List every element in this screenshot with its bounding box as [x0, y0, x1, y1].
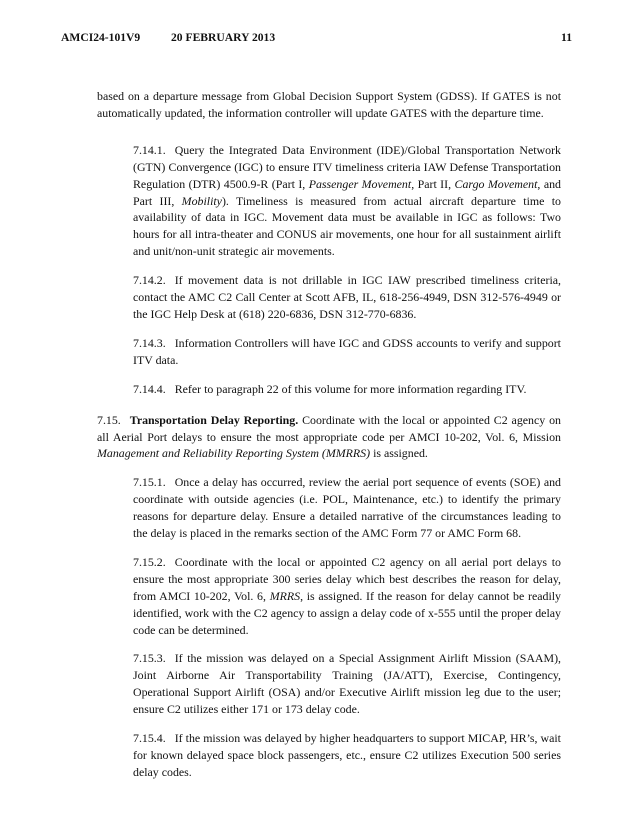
paragraph-text: If movement data is not drillable in IGC IAW prescribed timeliness criteria, contact the AMC C2 Call Center at Scott AFB, IL, 618-256-4949, DSN 312-576-4949 or the IGC Help Desk at (618) 220-6836, DSN 312-770-6836.: [133, 273, 561, 321]
paragraph-7-15-1: [133, 474, 561, 542]
paragraph-number: 7.15.4.: [133, 731, 166, 746]
paragraph-text: Coordinate with the local or appointed C2 agency on all aerial port delays to ensure the most appropriate 300 series delay which best describes the reason for delay, from AMCI 10-202, Vol. 6,: [133, 554, 561, 603]
italic-reference: Mobility: [181, 193, 222, 208]
paragraph-7-15-3: [133, 650, 561, 718]
paragraph-7-14-1: [133, 142, 561, 260]
italic-reference: Cargo Movement: [454, 176, 538, 191]
paragraph-number: 7.14.3.: [133, 335, 166, 350]
page-header: [61, 31, 572, 51]
paragraph-number: 7.14.4.: [133, 381, 166, 396]
document-date: 20 FEBRUARY 2013: [171, 31, 276, 44]
paragraph-text: is assigned.: [370, 446, 428, 461]
section-title: Transportation Delay Reporting.: [129, 412, 299, 427]
paragraph-text: , is assigned. If the reason for delay cannot be readily identified, work with the C2 agency to assign a delay code of x-555 until the proper delay code can be determined.: [133, 588, 561, 637]
paragraph-7-14-3: [133, 335, 561, 369]
italic-reference: MRRS: [269, 588, 301, 603]
paragraph-text: , Part II,: [411, 176, 455, 191]
paragraph-text: Information Controllers will have IGC and GDSS accounts to verify and support ITV data.: [133, 335, 561, 367]
paragraph-7-15-2: [133, 554, 561, 639]
document-body: [97, 88, 561, 781]
paragraph-text: , and Part III,: [133, 176, 561, 208]
paragraph-7-14-2: [133, 272, 561, 323]
paragraph-number: 7.15.1.: [133, 475, 166, 490]
paragraph-text: Once a delay has occurred, review the aerial port sequence of events (SOE) and coordinate with outside agencies (i.e. POL, Maintenance, etc.) to identify the primary reasons for departure delay. Ensure a detailed narrative of the circumstances leading to the delay is placed in the remarks section of the AMC Form 77 or AMC Form 68.: [133, 475, 561, 541]
paragraph-number: 7.14.1.: [133, 142, 166, 157]
page-number: 11: [561, 31, 572, 44]
paragraph-number: 7.15.2.: [133, 554, 166, 569]
paragraph-number: 7.15.: [97, 412, 121, 427]
italic-reference: Management and Reliability Reporting System (MMRRS): [97, 446, 371, 461]
paragraph-text: ). Timeliness is measured from actual aircraft departure time to availability of data in IGC. Movement data must be available in IGC as follows: Two hours for all intra-theater and CONUS air movements, one hour for all sustainment airlift and unit/non-unit strategic air movements.: [133, 193, 561, 259]
paragraph-text: Query the Integrated Data Environment (IDE)/Global Transportation Network (GTN) Convergence (IGC) to ensure ITV timeliness criteria IAW Defense Transportation Regulation (DTR) 4500.9-R (Part I,: [133, 142, 561, 191]
paragraph-text: If the mission was delayed by higher headquarters to support MICAP, HR’s, wait for known delayed space block passengers, etc., ensure C2 utilizes Execution 500 series delay codes.: [133, 731, 561, 779]
paragraph-number: 7.15.3.: [133, 651, 166, 666]
italic-reference: Passenger Movement: [308, 176, 412, 191]
paragraph-text: If the mission was delayed on a Special Assignment Airlift Mission (SAAM), Joint Airborne Air Transportability Training (JA/ATT), Exercise, Contingency, Operational Support Airlift (OSA) and/or Executive Airlift mission leg due to the user; ensure C2 utilizes either 171 or 173 delay code.: [133, 651, 561, 717]
paragraph-text: Refer to paragraph 22 of this volume for more information regarding ITV.: [174, 381, 527, 396]
paragraph-number: 7.14.2.: [133, 273, 166, 288]
paragraph-text: Coordinate with the local or appointed C2 agency on all Aerial Port delays to ensure the most appropriate code per AMCI 10-202, Vol. 6, Mission: [97, 412, 561, 444]
intro-paragraph: based on a departure message from Global Decision Support System (GDSS). If GATES is not automatically updated, the information controller will update GATES with the departure time.: [97, 89, 561, 120]
paragraph-7-14-4: [133, 381, 561, 398]
paragraph-7-15: [97, 412, 561, 463]
document-id: AMCI24-101V9: [61, 31, 141, 44]
paragraph-7-15-4: [133, 730, 561, 781]
